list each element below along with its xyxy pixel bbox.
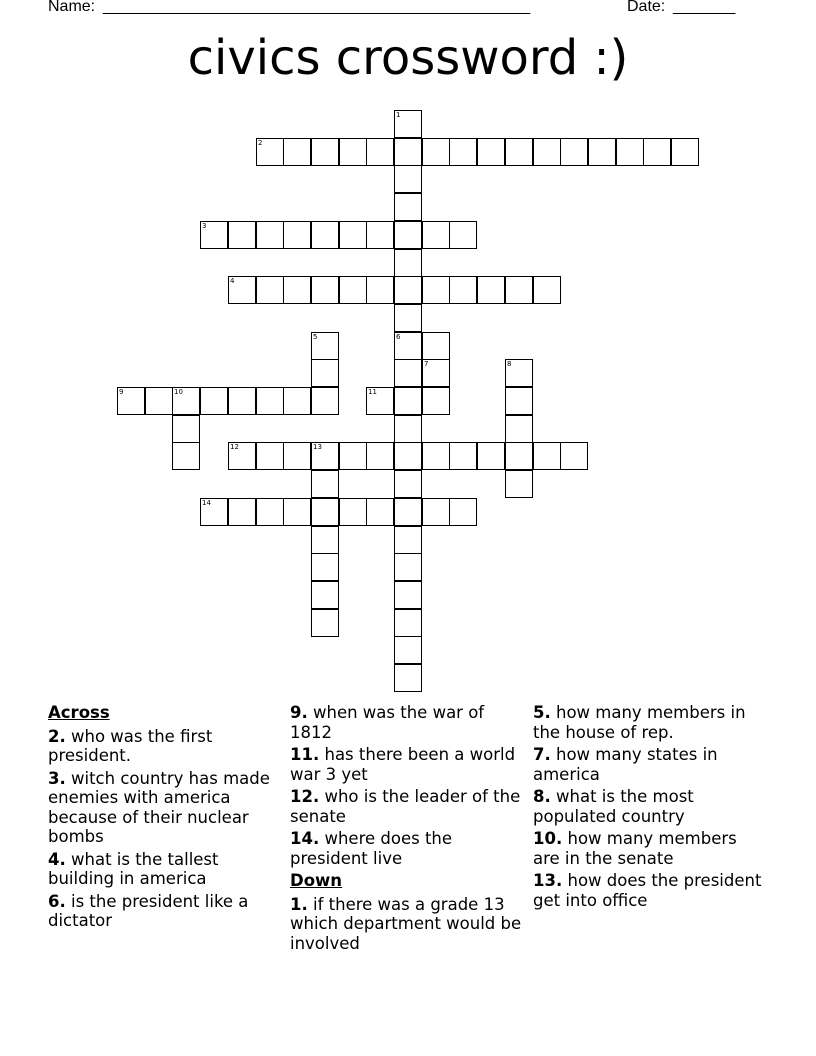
grid-cell[interactable] <box>394 359 422 387</box>
grid-cell[interactable] <box>311 442 339 470</box>
grid-cell[interactable] <box>394 415 422 443</box>
grid-cell[interactable] <box>394 165 422 193</box>
grid-cell[interactable] <box>394 304 422 332</box>
clue-number: 8. <box>533 787 551 806</box>
grid-cell[interactable] <box>311 138 339 166</box>
grid-cell[interactable] <box>643 138 671 166</box>
clue-down-5 <box>533 703 765 742</box>
grid-cell[interactable] <box>505 442 533 470</box>
grid-cell[interactable] <box>422 387 450 415</box>
grid-cell[interactable] <box>311 470 339 498</box>
clue-across-9 <box>290 703 522 742</box>
grid-cell[interactable] <box>311 498 339 526</box>
grid-cell[interactable] <box>394 276 422 304</box>
clue-across-11 <box>290 745 522 784</box>
grid-cell[interactable] <box>339 498 367 526</box>
grid-cell[interactable] <box>505 387 533 415</box>
clue-text: how many members in the house of rep. <box>533 703 746 742</box>
page-title: civics crossword :) <box>187 30 629 86</box>
clue-number: 3 <box>202 222 207 230</box>
clue-number: 14. <box>290 829 320 848</box>
clue-across-12 <box>290 787 522 826</box>
clue-number: 1. <box>290 894 308 914</box>
grid-cell[interactable] <box>394 332 422 360</box>
grid-cell[interactable] <box>477 276 505 304</box>
grid-cell[interactable] <box>422 332 450 360</box>
grid-cell[interactable] <box>505 359 533 387</box>
clue-number: 6 <box>396 333 401 341</box>
grid-cell[interactable] <box>256 442 284 470</box>
clue-down-1 <box>290 895 522 954</box>
grid-cell[interactable] <box>394 553 422 581</box>
clue-number: 7. <box>533 745 551 764</box>
grid-cell[interactable] <box>366 498 394 526</box>
grid-cell[interactable] <box>505 138 533 166</box>
grid-cell[interactable] <box>311 387 339 415</box>
clue-text: how does the president get into office <box>533 871 762 910</box>
grid-cell[interactable] <box>172 442 200 470</box>
grid-cell[interactable] <box>449 138 477 166</box>
clues-column-1 <box>48 703 280 934</box>
clue-number: 9. <box>290 703 308 722</box>
grid-cell[interactable] <box>588 138 616 166</box>
grid-cell[interactable] <box>394 581 422 609</box>
clue-number: 12 <box>230 443 239 451</box>
clue-down-13 <box>533 871 765 910</box>
grid-cell[interactable] <box>256 498 284 526</box>
clue-number: 4 <box>230 277 235 285</box>
clue-text: where does the president live <box>290 829 453 868</box>
grid-cell[interactable] <box>172 415 200 443</box>
clue-across-6 <box>48 892 280 931</box>
clue-number: 11. <box>290 745 320 764</box>
clue-number: 8 <box>507 360 512 368</box>
grid-cell[interactable] <box>394 664 422 692</box>
clue-text: how many members are in the senate <box>533 829 737 868</box>
grid-cell[interactable] <box>616 138 644 166</box>
grid-cell[interactable] <box>283 387 311 415</box>
grid-cell[interactable] <box>394 470 422 498</box>
grid-cell[interactable] <box>422 359 450 387</box>
grid-cell[interactable] <box>422 442 450 470</box>
clues-column-3 <box>533 703 765 913</box>
grid-cell[interactable] <box>256 221 284 249</box>
grid-cell[interactable] <box>228 498 256 526</box>
date-label: Date: <box>627 0 666 15</box>
grid-cell[interactable] <box>172 387 200 415</box>
across-heading: Across <box>48 703 110 722</box>
grid-cell[interactable] <box>283 442 311 470</box>
grid-cell[interactable] <box>449 221 477 249</box>
clue-number: 4. <box>48 849 66 869</box>
grid-cell[interactable] <box>449 442 477 470</box>
clue-number: 3. <box>48 768 66 788</box>
grid-cell[interactable] <box>505 415 533 443</box>
clue-number: 10 <box>174 388 183 396</box>
clue-down-10 <box>533 829 765 868</box>
clue-number: 6. <box>48 891 66 911</box>
clue-text: has there been a world war 3 yet <box>290 745 516 784</box>
grid-cell[interactable] <box>256 387 284 415</box>
clue-number: 5. <box>533 703 551 722</box>
grid-cell[interactable] <box>394 138 422 166</box>
clue-across-2 <box>48 727 280 766</box>
grid-cell[interactable] <box>533 442 561 470</box>
grid-cell[interactable] <box>339 138 367 166</box>
grid-cell[interactable] <box>228 387 256 415</box>
clue-down-8 <box>533 787 765 826</box>
clue-text: if there was a grade 13 which department would be involved <box>290 894 522 953</box>
grid-cell[interactable] <box>200 221 228 249</box>
clue-across-14 <box>290 829 522 868</box>
grid-cell[interactable] <box>422 221 450 249</box>
grid-cell[interactable] <box>228 221 256 249</box>
grid-cell[interactable] <box>339 276 367 304</box>
clue-text: what is the tallest building in america <box>48 849 219 888</box>
grid-cell[interactable] <box>311 332 339 360</box>
clue-number: 5 <box>313 333 318 341</box>
grid-cell[interactable] <box>311 276 339 304</box>
clue-number: 10. <box>533 829 563 848</box>
grid-cell[interactable] <box>477 138 505 166</box>
grid-cell[interactable] <box>339 221 367 249</box>
grid-cell[interactable] <box>311 553 339 581</box>
grid-cell[interactable] <box>366 138 394 166</box>
clue-text: when was the war of 1812 <box>290 703 485 742</box>
clue-number: 9 <box>119 388 124 396</box>
grid-cell[interactable] <box>394 387 422 415</box>
grid-cell[interactable] <box>560 138 588 166</box>
grid-cell[interactable] <box>394 442 422 470</box>
grid-cell[interactable] <box>394 193 422 221</box>
down-heading: Down <box>290 871 343 890</box>
grid-cell[interactable] <box>560 442 588 470</box>
grid-cell[interactable] <box>533 138 561 166</box>
clue-number: 14 <box>202 499 211 507</box>
clue-text: witch country has made enemies with america because of their nuclear bombs <box>48 768 270 846</box>
clue-text: what is the most populated country <box>533 787 694 826</box>
grid-cell[interactable] <box>311 609 339 637</box>
grid-cell[interactable] <box>117 387 145 415</box>
grid-cell[interactable] <box>477 442 505 470</box>
clues-column-2 <box>290 703 522 956</box>
clue-number: 13 <box>313 443 322 451</box>
clue-across-4 <box>48 850 280 889</box>
clue-text: who is the leader of the senate <box>290 787 521 826</box>
grid-cell[interactable] <box>422 138 450 166</box>
grid-cell[interactable] <box>311 221 339 249</box>
clue-number: 7 <box>424 360 429 368</box>
grid-cell[interactable] <box>394 636 422 664</box>
grid-cell[interactable] <box>283 498 311 526</box>
grid-cell[interactable] <box>311 581 339 609</box>
clue-text: is the president like a dictator <box>48 891 249 930</box>
grid-cell[interactable] <box>505 470 533 498</box>
grid-cell[interactable] <box>339 442 367 470</box>
grid-cell[interactable] <box>366 221 394 249</box>
grid-cell[interactable] <box>366 387 394 415</box>
grid-cell[interactable] <box>394 249 422 277</box>
grid-cell[interactable] <box>311 526 339 554</box>
grid-cell[interactable] <box>394 221 422 249</box>
clue-number: 11 <box>368 388 377 396</box>
name-label: Name: <box>48 0 96 15</box>
grid-cell[interactable] <box>449 498 477 526</box>
clue-number: 2. <box>48 726 66 746</box>
clue-number: 1 <box>396 111 401 119</box>
clue-down-7 <box>533 745 765 784</box>
grid-cell[interactable] <box>228 276 256 304</box>
grid-cell[interactable] <box>311 359 339 387</box>
grid-cell[interactable] <box>449 276 477 304</box>
grid-cell[interactable] <box>283 221 311 249</box>
clue-number: 12. <box>290 787 320 806</box>
clue-text: how many states in america <box>533 745 718 784</box>
grid-cell[interactable] <box>228 442 256 470</box>
clue-number: 2 <box>258 139 263 147</box>
grid-cell[interactable] <box>394 498 422 526</box>
name-field[interactable]: ________________________________________________ <box>103 0 531 15</box>
grid-cell[interactable] <box>394 609 422 637</box>
grid-cell[interactable] <box>283 138 311 166</box>
clue-number: 13. <box>533 871 563 890</box>
grid-cell[interactable] <box>422 276 450 304</box>
grid-cell[interactable] <box>145 387 173 415</box>
grid-cell[interactable] <box>256 276 284 304</box>
grid-cell[interactable] <box>256 138 284 166</box>
grid-cell[interactable] <box>366 442 394 470</box>
grid-cell[interactable] <box>283 276 311 304</box>
grid-cell[interactable] <box>394 110 422 138</box>
grid-cell[interactable] <box>394 526 422 554</box>
grid-cell[interactable] <box>422 498 450 526</box>
grid-cell[interactable] <box>366 276 394 304</box>
grid-cell[interactable] <box>533 276 561 304</box>
date-field[interactable]: _______ <box>673 0 736 15</box>
grid-cell[interactable] <box>200 498 228 526</box>
grid-cell[interactable] <box>200 387 228 415</box>
clue-text: who was the first president. <box>48 726 213 765</box>
clue-across-3 <box>48 769 280 847</box>
grid-cell[interactable] <box>671 138 699 166</box>
grid-cell[interactable] <box>505 276 533 304</box>
